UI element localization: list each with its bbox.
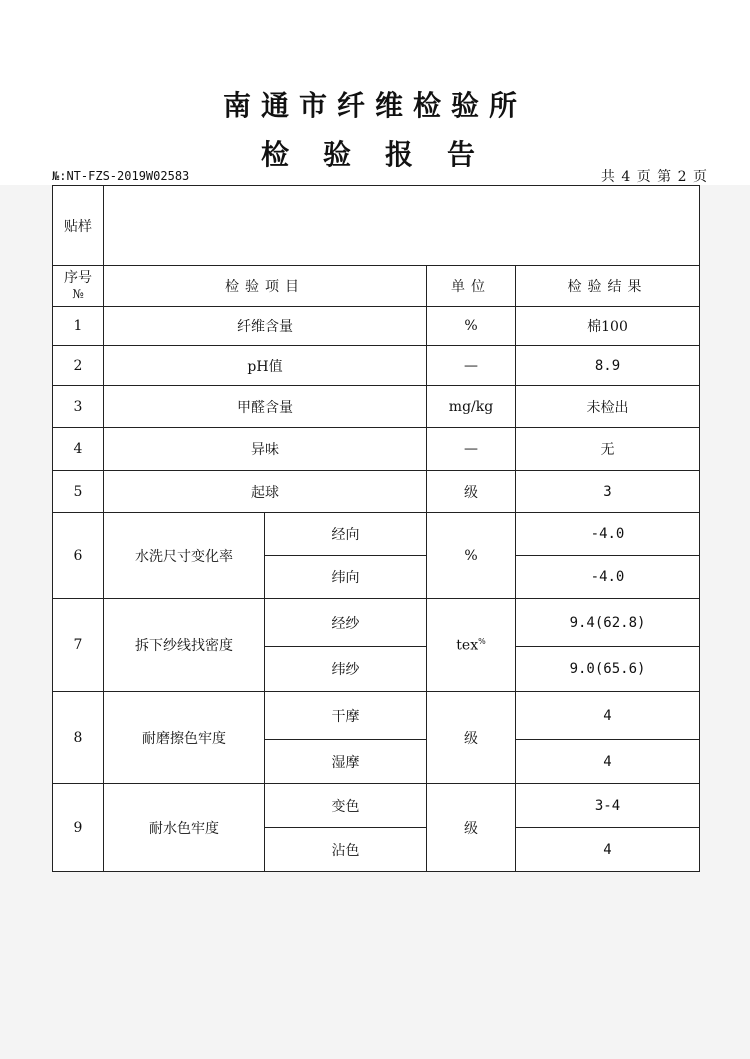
row-subitem: 经纱 [265,599,427,647]
row-no: 5 [53,471,104,513]
sample-label: 贴样 [53,186,104,266]
row-item: 水洗尺寸变化率 [104,513,265,599]
unit-mark: % [478,636,486,646]
row-unit: mg/kg [427,386,516,428]
row-no: 1 [53,307,104,346]
row-result: 4 [516,828,700,872]
column-header-result: 检验结果 [516,266,700,307]
row-no: 3 [53,386,104,428]
row-unit: % [427,513,516,599]
no-label: 序号 [64,270,92,286]
table-row [53,428,700,471]
row-result: 9.4(62.8) [516,599,700,647]
table-row [53,471,700,513]
row-item: pH值 [104,346,427,386]
column-header-item: 检验项目 [104,266,427,307]
row-subitem: 纬纱 [265,647,427,692]
row-no: 8 [53,692,104,784]
row-result: -4.0 [516,513,700,556]
row-result: 未检出 [516,386,700,428]
inspection-table [52,185,700,872]
row-unit: 级 [427,471,516,513]
row-result: 棉100 [516,307,700,346]
row-result: 无 [516,428,700,471]
row-result: 9.0(65.6) [516,647,700,692]
table-row [53,513,700,556]
row-no: 2 [53,346,104,386]
row-unit: 级 [427,784,516,872]
no-sign: № [72,287,84,301]
row-result: 4 [516,740,700,784]
row-unit: tex [456,637,479,654]
row-result: 8.9 [516,346,700,386]
row-subitem: 经向 [265,513,427,556]
table-row [53,599,700,647]
row-subitem: 纬向 [265,556,427,599]
row-unit: % [427,307,516,346]
table-row [53,784,700,828]
row-no: 9 [53,784,104,872]
row-result: 3 [516,471,700,513]
row-subitem: 变色 [265,784,427,828]
row-item: 异味 [104,428,427,471]
row-item: 耐磨擦色牢度 [104,692,265,784]
row-subitem: 干摩 [265,692,427,740]
row-item: 拆下纱线找密度 [104,599,265,692]
row-subitem: 沾色 [265,828,427,872]
sample-row [53,186,700,266]
row-no: 4 [53,428,104,471]
table-row [53,386,700,428]
report-number: №:NT-FZS-2019W02583 [52,169,190,183]
row-subitem: 湿摩 [265,740,427,784]
row-result: 4 [516,692,700,740]
document-title: 检验报告 [260,138,509,171]
column-header-unit: 单位 [427,266,516,307]
row-result: -4.0 [516,556,700,599]
table-row [53,307,700,346]
row-no: 6 [53,513,104,599]
row-item: 耐水色牢度 [104,784,265,872]
row-no: 7 [53,599,104,692]
column-header-no [53,266,104,307]
table-row [53,346,700,386]
table-row [53,692,700,740]
row-item: 纤维含量 [104,307,427,346]
organization-title: 南通市纤维检验所 [222,89,527,122]
page-indicator: 共 4 页 第 2 页 [600,169,708,185]
row-unit: — [427,428,516,471]
header-row [53,266,700,307]
sample-area [104,186,700,266]
row-result: 3-4 [516,784,700,828]
row-unit: 级 [427,692,516,784]
row-item: 起球 [104,471,427,513]
row-item: 甲醛含量 [104,386,427,428]
row-unit: — [427,346,516,386]
row-unit-cell [427,599,516,692]
